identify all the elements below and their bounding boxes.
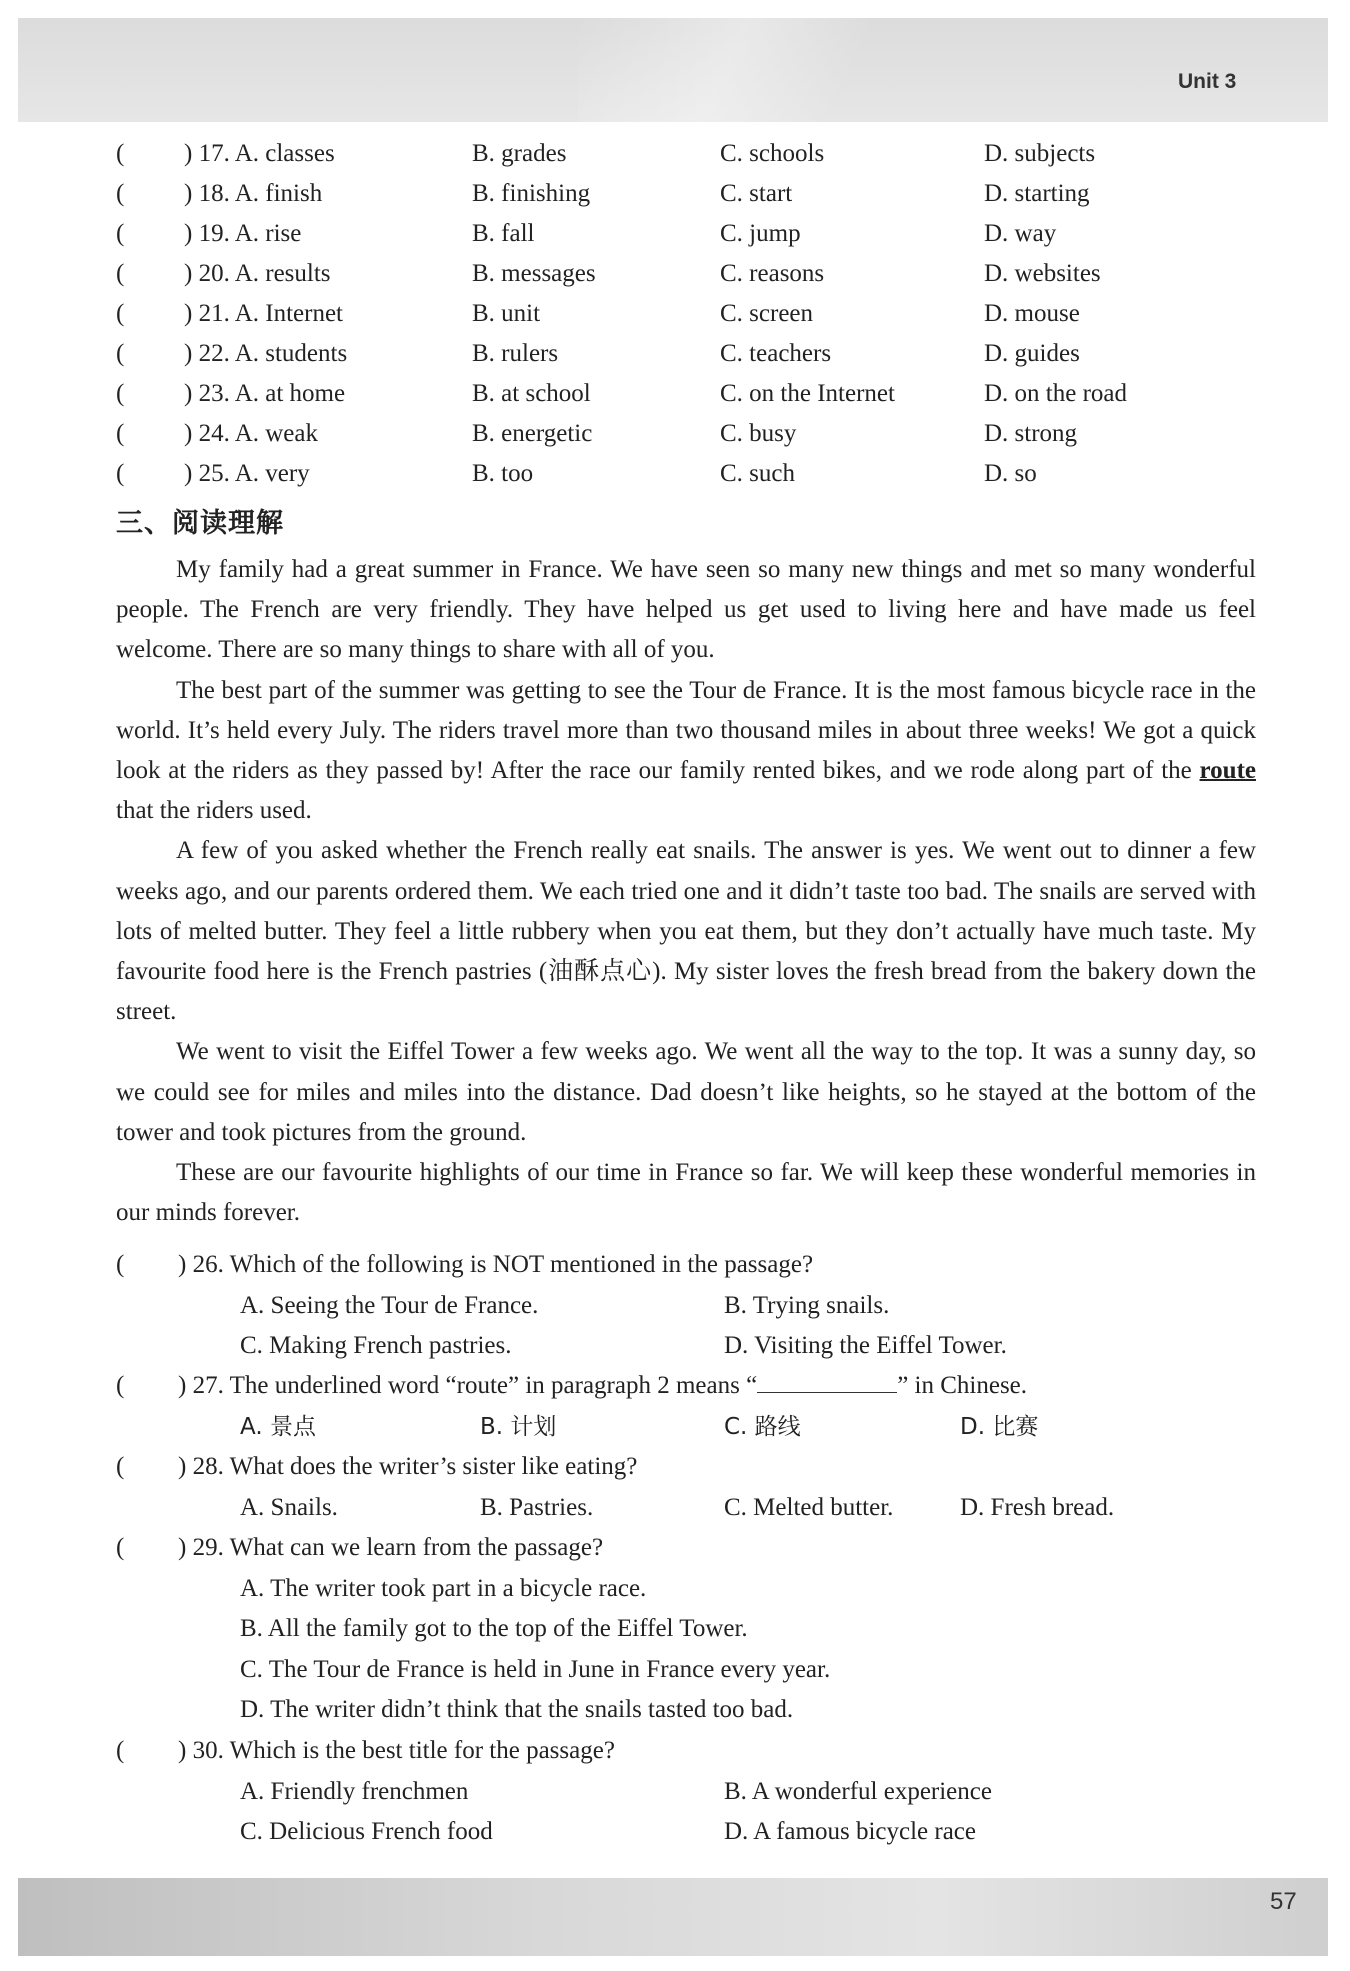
option-c: C. Melted butter. xyxy=(724,1493,894,1521)
option-a: A. Snails. xyxy=(240,1493,338,1521)
option-d: D. strong xyxy=(984,420,1078,447)
answer-paren: ( xyxy=(116,1737,125,1764)
option-d: D. starting xyxy=(984,180,1090,207)
cloze-row-22 xyxy=(116,334,1236,374)
option-c: C. such xyxy=(720,460,795,487)
question-stem: ) 26. Which of the following is NOT mentioned in the passage? xyxy=(178,1251,814,1278)
question-30 xyxy=(116,1731,1256,1853)
option-c: C. reasons xyxy=(720,260,825,287)
passage-paragraph-4: We went to visit the Eiffel Tower a few weeks ago. We went all the way to the top. It was a sunny day, so we could see for miles and miles into the distance. Dad doesn’t like heights, so he stayed at the bottom of the tower and took pictures from the ground. xyxy=(116,1038,1256,1146)
stem-text-before: ) 27. The underlined word “route” in paragraph 2 means “ xyxy=(178,1372,758,1399)
answer-paren: ( xyxy=(116,180,125,207)
answer-blank xyxy=(757,1366,897,1393)
answer-paren: ( xyxy=(116,220,125,247)
option-c: C. screen xyxy=(720,300,814,327)
option-d: D. The writer didn’t think that the snails tasted too bad. xyxy=(240,1696,794,1723)
answer-paren: ( xyxy=(116,1534,125,1561)
passage-paragraph-5: These are our favourite highlights of our time in France so far. We will keep these wonderful memories in our minds forever. xyxy=(116,1159,1256,1227)
option-a: ) 18. A. finish xyxy=(184,180,323,207)
answer-paren: ( xyxy=(116,1372,125,1399)
passage-paragraph-2 xyxy=(116,671,1256,832)
cloze-row-24 xyxy=(116,414,1236,454)
cloze-row-25 xyxy=(116,454,1236,494)
option-d: D. mouse xyxy=(984,300,1080,327)
option-c: C. on the Internet xyxy=(720,380,895,407)
option-b: B. at school xyxy=(472,380,591,407)
option-b: B. Pastries. xyxy=(480,1493,594,1521)
option-a: A. The writer took part in a bicycle race. xyxy=(240,1574,647,1602)
option-c: C. busy xyxy=(720,420,797,447)
stem-text-after: ” in Chinese. xyxy=(897,1372,1028,1399)
cloze-row-17 xyxy=(116,134,1236,174)
option-a: ) 17. A. classes xyxy=(184,140,335,167)
option-d: D. so xyxy=(984,460,1037,487)
answer-paren: ( xyxy=(116,1251,125,1278)
question-27 xyxy=(116,1366,1256,1447)
option-d: D. guides xyxy=(984,340,1080,367)
question-26 xyxy=(116,1245,1256,1367)
reading-passage xyxy=(116,550,1256,1233)
option-b: B. energetic xyxy=(472,420,593,447)
passage-paragraph-3: A few of you asked whether the French really eat snails. The answer is yes. We went out to dinner a few weeks ago, and our parents ordered them. We each tried one and it didn’t taste too bad. The snails are served with lots of melted butter. They feel a little rubbery when you eat them, but they don’t actually have much taste. My favourite food here is the French pastries (油酥点心). My sister loves the fresh bread from the bakery down the street. xyxy=(116,837,1256,1026)
option-d: D. on the road xyxy=(984,380,1128,407)
option-b: B. grades xyxy=(472,140,567,167)
option-c: C. Making French pastries. xyxy=(240,1332,512,1359)
cloze-row-23 xyxy=(116,374,1236,414)
passage-paragraph-1: My family had a great summer in France. We have seen so many new things and met so many wonderful people. The French are very friendly. They have helped us get used to living here and have made us feel welcome. There are so many things to share with all of you. xyxy=(116,556,1256,664)
option-c: C. schools xyxy=(720,140,825,167)
option-a: ) 19. A. rise xyxy=(184,220,302,247)
option-d: D. websites xyxy=(984,260,1101,287)
answer-paren: ( xyxy=(116,380,125,407)
option-b: B. fall xyxy=(472,220,535,247)
option-a: A. Seeing the Tour de France. xyxy=(240,1291,539,1319)
answer-paren: ( xyxy=(116,340,125,367)
option-c: C. 路线 xyxy=(724,1413,801,1440)
answer-paren: ( xyxy=(116,460,125,487)
question-stem: ) 29. What can we learn from the passage? xyxy=(178,1534,604,1561)
option-b: B. rulers xyxy=(472,340,559,367)
cloze-row-18 xyxy=(116,174,1236,214)
unit-label: Unit 3 xyxy=(1178,70,1237,93)
option-c: C. Delicious French food xyxy=(240,1818,493,1845)
answer-paren: ( xyxy=(116,300,125,327)
answer-paren: ( xyxy=(116,1453,125,1480)
option-a: ) 24. A. weak xyxy=(184,420,318,447)
question-stem: ) 28. What does the writer’s sister like eating? xyxy=(178,1453,638,1480)
option-c: C. The Tour de France is held in June in France every year. xyxy=(240,1655,831,1683)
question-stem: ) 30. Which is the best title for the passage? xyxy=(178,1737,615,1764)
option-d: D. way xyxy=(984,220,1057,247)
question-28 xyxy=(116,1447,1256,1528)
answer-paren: ( xyxy=(116,140,125,167)
paragraph-2-text-before: The best part of the summer was getting to see the Tour de France. It is the most famous bicycle race in the world. It’s held every July. The riders travel more than two thousand miles in about three weeks! We got a quick look at the riders as they passed by! After the race our family rented bikes, and we rode along part of the xyxy=(116,676,1256,785)
page-number: 57 xyxy=(1270,1888,1297,1915)
question-stem xyxy=(178,1366,1027,1407)
answer-paren: ( xyxy=(116,420,125,447)
option-b: B. A wonderful experience xyxy=(724,1777,992,1805)
option-d: D. A famous bicycle race xyxy=(724,1818,976,1845)
underlined-word-route: route xyxy=(1199,757,1256,785)
section-title: 三、阅读理解 xyxy=(116,508,284,539)
option-a: ) 25. A. very xyxy=(184,460,310,487)
footer-band xyxy=(18,1878,1328,1956)
option-b: B. too xyxy=(472,460,534,487)
option-d: D. Visiting the Eiffel Tower. xyxy=(724,1332,1007,1359)
cloze-row-21 xyxy=(116,294,1236,334)
paragraph-2-text-after: that the riders used. xyxy=(116,797,312,825)
option-c: C. start xyxy=(720,180,793,207)
option-a: ) 22. A. students xyxy=(184,340,348,367)
option-c: C. jump xyxy=(720,220,801,247)
option-c: C. teachers xyxy=(720,340,832,367)
option-a: A. 景点 xyxy=(240,1413,316,1440)
option-b: B. finishing xyxy=(472,180,591,207)
option-b: B. unit xyxy=(472,300,541,327)
option-d: D. 比赛 xyxy=(960,1413,1039,1440)
cloze-row-20 xyxy=(116,254,1236,294)
question-29 xyxy=(116,1528,1256,1731)
option-d: D. Fresh bread. xyxy=(960,1493,1115,1521)
option-a: A. Friendly frenchmen xyxy=(240,1777,469,1805)
option-a: ) 23. A. at home xyxy=(184,380,346,407)
option-b: B. 计划 xyxy=(480,1413,557,1440)
answer-paren: ( xyxy=(116,260,125,287)
option-a: ) 21. A. Internet xyxy=(184,300,343,327)
option-d: D. subjects xyxy=(984,140,1096,167)
option-b: B. All the family got to the top of the Eiffel Tower. xyxy=(240,1615,748,1642)
option-b: B. messages xyxy=(472,260,596,287)
option-b: B. Trying snails. xyxy=(724,1291,890,1319)
cloze-row-19 xyxy=(116,214,1236,254)
option-a: ) 20. A. results xyxy=(184,260,331,287)
